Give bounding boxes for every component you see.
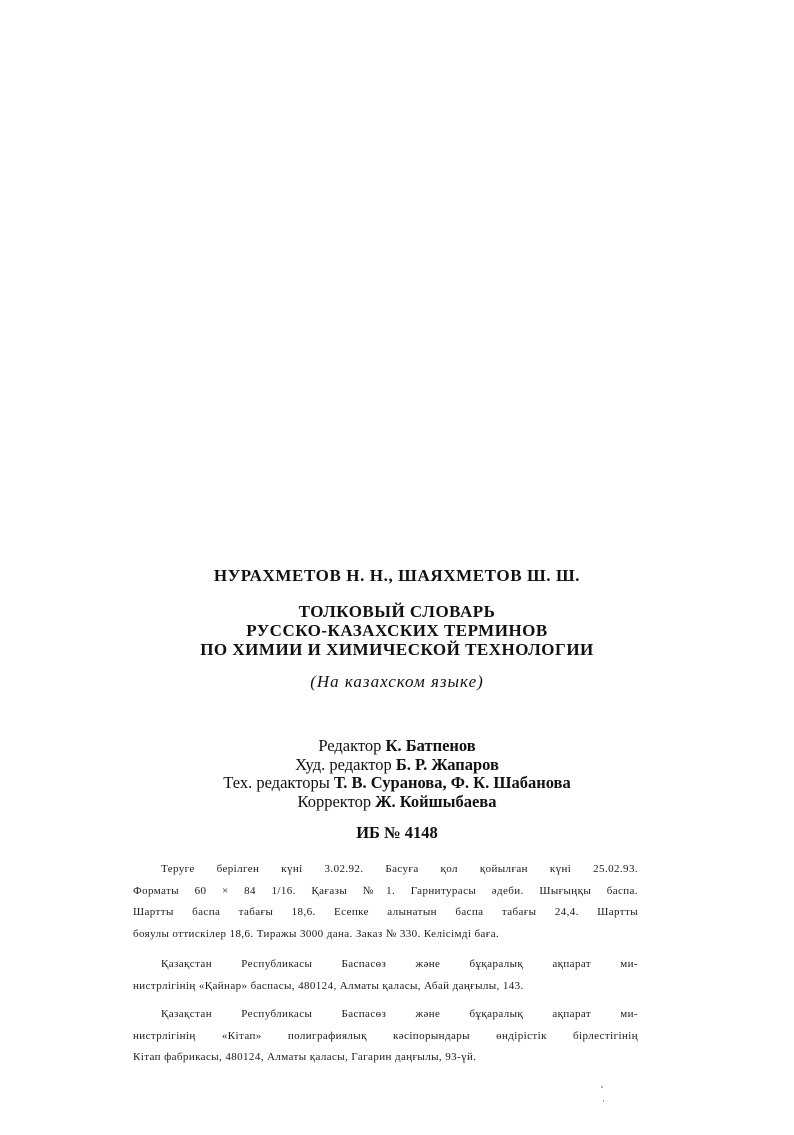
book-title-line-2: РУССКО-КАЗАХСКИХ ТЕРМИНОВ (246, 621, 548, 640)
scan-speck (601, 1086, 603, 1088)
credit-art-editor (0, 755, 794, 774)
credit-editor (0, 736, 794, 755)
imprint-line: Қазақстан Республикасы Баспасөз және бұқаралық ақпарат ми- (161, 1008, 638, 1020)
credit-role: Корректор (297, 792, 372, 811)
credit-name: Т. В. Суранова, Ф. К. Шабанова (333, 773, 571, 792)
book-title-line-3: ПО ХИМИИ И ХИМИЧЕСКОЙ ТЕХНОЛОГИИ (200, 640, 594, 659)
credit-name: К. Батпенов (385, 736, 476, 755)
scan-speck (603, 1100, 604, 1102)
credit-name: Ж. Койшыбаева (375, 792, 497, 811)
imprint-line: Теруге берілген күні 3.02.92. Басуға қол қойылған күні 25.02.93. (161, 863, 638, 875)
credit-tech-editors (0, 773, 794, 792)
imprint-line: нистрлігінің «Қайнар» баспасы, 480124, Алматы қаласы, Абай даңғылы, 143. (133, 979, 524, 992)
imprint-line: нистрлігінің «Кітап» полиграфиялық кәсіпорындары өндірістік бірлестігінің (133, 1029, 638, 1042)
ib-number: ИБ № 4148 (356, 823, 438, 842)
imprint-printer (133, 1004, 638, 1069)
imprint-line: бояулы оттискілер 18,6. Тиражы 3000 дана. Заказ № 330. Келісімді баға. (133, 927, 500, 940)
imprint-printing-details (133, 859, 638, 945)
book-title-line-1: ТОЛКОВЫЙ СЛОВАРЬ (298, 602, 496, 621)
credit-role: Редактор (318, 736, 382, 755)
imprint-line: Кітап фабрикасы, 480124, Алматы қаласы, Гагарин даңғылы, 93-үй. (133, 1051, 477, 1063)
credit-role: Худ. редактор (295, 755, 392, 774)
authors-line: НУРАХМЕТОВ Н. Н., ШАЯХМЕТОВ Ш. Ш. (213, 566, 581, 585)
credit-role: Тех. редакторы (223, 773, 330, 792)
credit-proofreader (0, 792, 794, 811)
imprint-line: Форматы 60 × 84 1/16. Қағазы №1. Гарнитурасы әдеби. Шығыңқы баспа. (133, 884, 638, 897)
imprint-line: Қазақстан Республикасы Баспасөз және бұқаралық ақпарат ми- (161, 958, 638, 970)
language-note: (На казахском языке) (310, 672, 484, 691)
imprint-line: Шартты баспа табағы 18,6. Есепке алынатын баспа табағы 24,4. Шартты (133, 906, 638, 918)
credit-name: Б. Р. Жапаров (395, 755, 499, 774)
imprint-publisher (133, 954, 638, 997)
